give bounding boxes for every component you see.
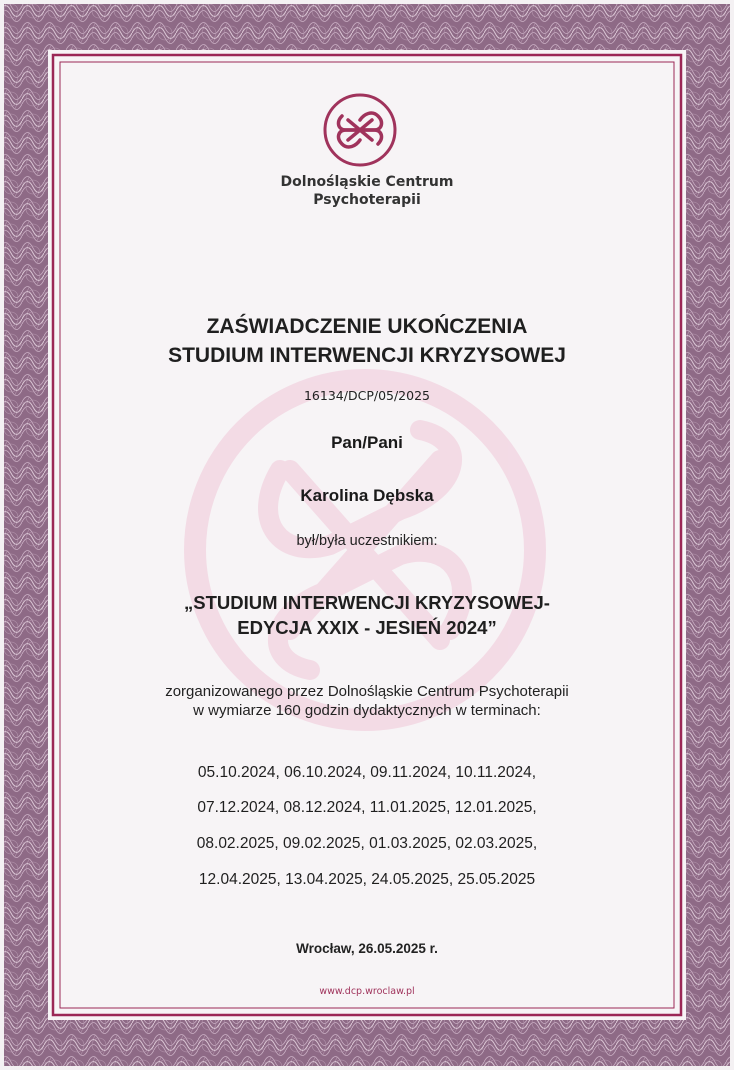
- dates-row: 07.12.2024, 08.12.2024, 11.01.2025, 12.01.2025,: [197, 799, 537, 816]
- organizer-line2: w wymiarze 160 godzin dydaktycznych w terminach:: [193, 702, 541, 719]
- certificate-title-line1: ZAŚWIADCZENIE UKOŃCZENIA: [206, 315, 528, 338]
- recipient-name: Karolina Dębska: [300, 486, 434, 505]
- participant-text: był/była uczestnikiem:: [296, 533, 438, 549]
- website-link[interactable]: www.dcp.wroclaw.pl: [313, 986, 420, 997]
- dates-row: 08.02.2025, 09.02.2025, 01.03.2025, 02.03.2025,: [196, 835, 538, 852]
- course-name-line2: EDYCJA XXIX - JESIEŃ 2024”: [237, 617, 497, 638]
- organizer-line1: zorganizowanego przez Dolnośląskie Centrum Psychoterapii: [165, 683, 569, 700]
- dates-row: 12.04.2025, 13.04.2025, 24.05.2025, 25.05.2025: [198, 871, 536, 888]
- website-footer: [0, 981, 734, 999]
- organization-name-line1: Dolnośląskie Centrum: [280, 174, 454, 190]
- dates-row: 05.10.2024, 06.10.2024, 09.11.2024, 10.11.2024,: [197, 764, 537, 781]
- certificate-number: 16134/DCP/05/2025: [303, 388, 430, 403]
- organization-logo: [318, 92, 402, 168]
- certificate-title-line2: STUDIUM INTERWENCJI KRYZYSOWEJ: [168, 344, 566, 367]
- salutation: Pan/Pani: [331, 433, 403, 452]
- place-and-date: Wrocław, 26.05.2025 r.: [296, 941, 438, 956]
- organization-name-line2: Psychoterapii: [313, 192, 421, 208]
- course-name-line1: „STUDIUM INTERWENCJI KRYZYSOWEJ-: [184, 592, 550, 613]
